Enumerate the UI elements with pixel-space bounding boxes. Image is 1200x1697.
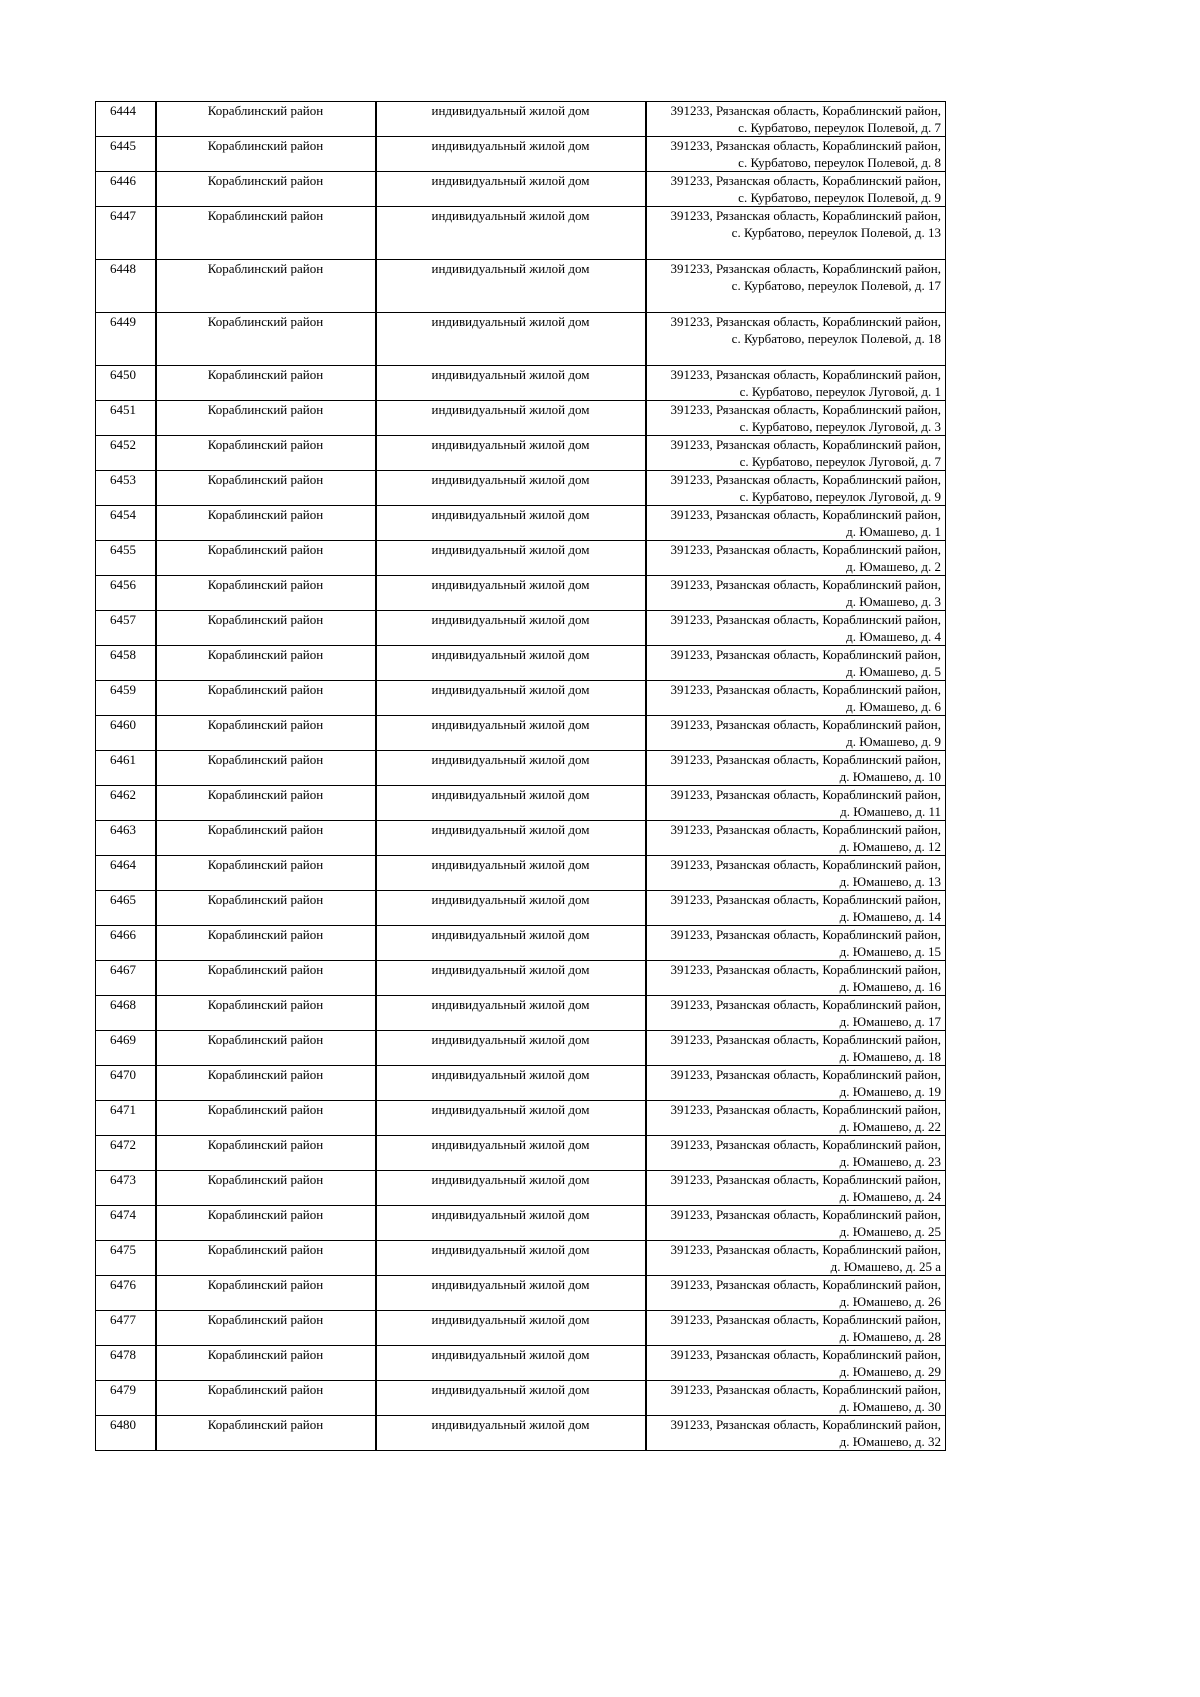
district-cell: Кораблинский район (156, 506, 376, 541)
object-type-cell: индивидуальный жилой дом (376, 1381, 646, 1416)
address-line-1: 391233, Рязанская область, Кораблинский район, (670, 927, 941, 942)
object-type-cell: индивидуальный жилой дом (376, 1136, 646, 1171)
address-line-1: 391233, Рязанская область, Кораблинский район, (670, 612, 941, 627)
address-line-1: 391233, Рязанская область, Кораблинский район, (670, 1172, 941, 1187)
object-type-cell: индивидуальный жилой дом (376, 1346, 646, 1381)
object-type-cell: индивидуальный жилой дом (376, 366, 646, 401)
district-cell: Кораблинский район (156, 102, 376, 137)
address-line-1: 391233, Рязанская область, Кораблинский район, (670, 1347, 941, 1362)
table-row (96, 1206, 946, 1241)
object-type-cell: индивидуальный жилой дом (376, 172, 646, 207)
address-cell (646, 313, 946, 366)
object-type-cell: индивидуальный жилой дом (376, 1101, 646, 1136)
district-cell: Кораблинский район (156, 541, 376, 576)
table-row (96, 1171, 946, 1206)
row-number-cell: 6447 (96, 207, 156, 260)
address-line-2: с. Курбатово, переулок Луговой, д. 9 (739, 489, 941, 504)
address-cell (646, 436, 946, 471)
district-cell: Кораблинский район (156, 1276, 376, 1311)
district-cell: Кораблинский район (156, 401, 376, 436)
address-cell (646, 681, 946, 716)
address-line-2: д. Юмашево, д. 17 (839, 1014, 941, 1029)
address-line-2: д. Юмашево, д. 32 (839, 1434, 941, 1449)
address-line-1: 391233, Рязанская область, Кораблинский район, (670, 717, 941, 732)
object-type-cell: индивидуальный жилой дом (376, 313, 646, 366)
address-line-1: 391233, Рязанская область, Кораблинский район, (670, 261, 941, 276)
table-row (96, 137, 946, 172)
address-line-1: 391233, Рязанская область, Кораблинский район, (670, 682, 941, 697)
register-table (95, 101, 946, 1451)
object-type-cell: индивидуальный жилой дом (376, 1276, 646, 1311)
address-line-2: д. Юмашево, д. 19 (839, 1084, 941, 1099)
table-row (96, 1101, 946, 1136)
address-cell (646, 926, 946, 961)
object-type-cell: индивидуальный жилой дом (376, 751, 646, 786)
row-number-cell: 6450 (96, 366, 156, 401)
object-type-cell: индивидуальный жилой дом (376, 1241, 646, 1276)
table-row (96, 366, 946, 401)
address-line-2: д. Юмашево, д. 3 (846, 594, 941, 609)
table-row (96, 681, 946, 716)
row-number-cell: 6456 (96, 576, 156, 611)
address-line-1: 391233, Рязанская область, Кораблинский район, (670, 1382, 941, 1397)
row-number-cell: 6448 (96, 260, 156, 313)
address-cell (646, 856, 946, 891)
object-type-cell: индивидуальный жилой дом (376, 1206, 646, 1241)
table-row (96, 1136, 946, 1171)
object-type-cell: индивидуальный жилой дом (376, 541, 646, 576)
address-line-2: д. Юмашево, д. 11 (840, 804, 941, 819)
district-cell: Кораблинский район (156, 856, 376, 891)
row-number-cell: 6478 (96, 1346, 156, 1381)
object-type-cell: индивидуальный жилой дом (376, 611, 646, 646)
row-number-cell: 6449 (96, 313, 156, 366)
district-cell: Кораблинский район (156, 137, 376, 172)
address-line-2: д. Юмашево, д. 18 (839, 1049, 941, 1064)
address-cell (646, 1311, 946, 1346)
object-type-cell: индивидуальный жилой дом (376, 436, 646, 471)
address-line-1: 391233, Рязанская область, Кораблинский район, (670, 997, 941, 1012)
district-cell: Кораблинский район (156, 786, 376, 821)
object-type-cell: индивидуальный жилой дом (376, 137, 646, 172)
table-row (96, 172, 946, 207)
address-line-2: д. Юмашево, д. 9 (846, 734, 941, 749)
address-line-1: 391233, Рязанская область, Кораблинский район, (670, 507, 941, 522)
table-row (96, 821, 946, 856)
row-number-cell: 6460 (96, 716, 156, 751)
address-line-1: 391233, Рязанская область, Кораблинский район, (670, 173, 941, 188)
table-row (96, 102, 946, 137)
table-row (96, 646, 946, 681)
address-line-2: д. Юмашево, д. 26 (839, 1294, 941, 1309)
district-cell: Кораблинский район (156, 611, 376, 646)
address-cell (646, 541, 946, 576)
address-cell (646, 821, 946, 856)
object-type-cell: индивидуальный жилой дом (376, 1416, 646, 1451)
district-cell: Кораблинский район (156, 1101, 376, 1136)
address-cell (646, 716, 946, 751)
row-number-cell: 6465 (96, 891, 156, 926)
address-cell (646, 1101, 946, 1136)
table-row (96, 961, 946, 996)
address-line-2: д. Юмашево, д. 10 (839, 769, 941, 784)
object-type-cell: индивидуальный жилой дом (376, 996, 646, 1031)
row-number-cell: 6461 (96, 751, 156, 786)
address-cell (646, 1416, 946, 1451)
address-line-1: 391233, Рязанская область, Кораблинский район, (670, 1242, 941, 1257)
address-cell (646, 996, 946, 1031)
row-number-cell: 6452 (96, 436, 156, 471)
district-cell: Кораблинский район (156, 1346, 376, 1381)
table-row (96, 541, 946, 576)
address-line-1: 391233, Рязанская область, Кораблинский район, (670, 208, 941, 223)
object-type-cell: индивидуальный жилой дом (376, 1171, 646, 1206)
row-number-cell: 6469 (96, 1031, 156, 1066)
object-type-cell: индивидуальный жилой дом (376, 102, 646, 137)
district-cell: Кораблинский район (156, 576, 376, 611)
address-line-2: д. Юмашево, д. 30 (839, 1399, 941, 1414)
object-type-cell: индивидуальный жилой дом (376, 961, 646, 996)
address-line-2: д. Юмашево, д. 15 (839, 944, 941, 959)
table-row (96, 1416, 946, 1451)
address-cell (646, 646, 946, 681)
row-number-cell: 6467 (96, 961, 156, 996)
district-cell: Кораблинский район (156, 313, 376, 366)
address-line-2: с. Курбатово, переулок Полевой, д. 17 (731, 278, 941, 293)
row-number-cell: 6454 (96, 506, 156, 541)
object-type-cell: индивидуальный жилой дом (376, 1311, 646, 1346)
district-cell: Кораблинский район (156, 207, 376, 260)
address-cell (646, 1381, 946, 1416)
row-number-cell: 6476 (96, 1276, 156, 1311)
address-cell (646, 1346, 946, 1381)
address-line-2: д. Юмашево, д. 24 (839, 1189, 941, 1204)
row-number-cell: 6466 (96, 926, 156, 961)
address-line-1: 391233, Рязанская область, Кораблинский район, (670, 1137, 941, 1152)
address-line-1: 391233, Рязанская область, Кораблинский район, (670, 787, 941, 802)
object-type-cell: индивидуальный жилой дом (376, 576, 646, 611)
district-cell: Кораблинский район (156, 1381, 376, 1416)
object-type-cell: индивидуальный жилой дом (376, 891, 646, 926)
district-cell: Кораблинский район (156, 716, 376, 751)
address-line-1: 391233, Рязанская область, Кораблинский район, (670, 892, 941, 907)
address-line-2: с. Курбатово, переулок Полевой, д. 13 (731, 225, 941, 240)
address-cell (646, 366, 946, 401)
district-cell: Кораблинский район (156, 751, 376, 786)
address-line-2: д. Юмашево, д. 25 (839, 1224, 941, 1239)
address-line-2: с. Курбатово, переулок Луговой, д. 3 (739, 419, 941, 434)
address-cell (646, 1276, 946, 1311)
row-number-cell: 6473 (96, 1171, 156, 1206)
address-cell (646, 1136, 946, 1171)
row-number-cell: 6445 (96, 137, 156, 172)
table-row (96, 996, 946, 1031)
row-number-cell: 6477 (96, 1311, 156, 1346)
district-cell: Кораблинский район (156, 646, 376, 681)
address-line-2: с. Курбатово, переулок Полевой, д. 9 (738, 190, 941, 205)
row-number-cell: 6471 (96, 1101, 156, 1136)
address-cell (646, 471, 946, 506)
address-line-1: 391233, Рязанская область, Кораблинский район, (670, 577, 941, 592)
table-row (96, 401, 946, 436)
district-cell: Кораблинский район (156, 1206, 376, 1241)
address-line-2: д. Юмашево, д. 4 (846, 629, 941, 644)
address-line-2: д. Юмашево, д. 12 (839, 839, 941, 854)
table-row (96, 1066, 946, 1101)
district-cell: Кораблинский район (156, 961, 376, 996)
district-cell: Кораблинский район (156, 1171, 376, 1206)
address-line-2: д. Юмашево, д. 13 (839, 874, 941, 889)
district-cell: Кораблинский район (156, 1416, 376, 1451)
district-cell: Кораблинский район (156, 821, 376, 856)
district-cell: Кораблинский район (156, 681, 376, 716)
table-row (96, 260, 946, 313)
address-line-1: 391233, Рязанская область, Кораблинский район, (670, 962, 941, 977)
district-cell: Кораблинский район (156, 1031, 376, 1066)
district-cell: Кораблинский район (156, 1136, 376, 1171)
address-line-2: д. Юмашево, д. 29 (839, 1364, 941, 1379)
address-cell (646, 1171, 946, 1206)
row-number-cell: 6464 (96, 856, 156, 891)
table-row (96, 471, 946, 506)
district-cell: Кораблинский район (156, 471, 376, 506)
address-line-2: с. Курбатово, переулок Луговой, д. 1 (739, 384, 941, 399)
district-cell: Кораблинский район (156, 260, 376, 313)
table-row (96, 1276, 946, 1311)
address-cell (646, 1241, 946, 1276)
row-number-cell: 6459 (96, 681, 156, 716)
address-line-1: 391233, Рязанская область, Кораблинский район, (670, 1102, 941, 1117)
address-cell (646, 961, 946, 996)
row-number-cell: 6462 (96, 786, 156, 821)
object-type-cell: индивидуальный жилой дом (376, 926, 646, 961)
address-cell (646, 576, 946, 611)
row-number-cell: 6451 (96, 401, 156, 436)
address-cell (646, 1206, 946, 1241)
address-line-1: 391233, Рязанская область, Кораблинский район, (670, 752, 941, 767)
row-number-cell: 6479 (96, 1381, 156, 1416)
object-type-cell: индивидуальный жилой дом (376, 821, 646, 856)
address-line-1: 391233, Рязанская область, Кораблинский район, (670, 437, 941, 452)
address-line-2: д. Юмашево, д. 23 (839, 1154, 941, 1169)
address-line-1: 391233, Рязанская область, Кораблинский район, (670, 402, 941, 417)
district-cell: Кораблинский район (156, 996, 376, 1031)
object-type-cell: индивидуальный жилой дом (376, 1031, 646, 1066)
address-cell (646, 506, 946, 541)
address-cell (646, 207, 946, 260)
row-number-cell: 6468 (96, 996, 156, 1031)
address-line-1: 391233, Рязанская область, Кораблинский район, (670, 103, 941, 118)
address-line-1: 391233, Рязанская область, Кораблинский район, (670, 1312, 941, 1327)
address-line-2: д. Юмашево, д. 25 а (830, 1259, 941, 1274)
table-row (96, 926, 946, 961)
address-line-1: 391233, Рязанская область, Кораблинский район, (670, 822, 941, 837)
address-line-2: д. Юмашево, д. 1 (846, 524, 941, 539)
address-cell (646, 260, 946, 313)
table-row (96, 207, 946, 260)
table-row (96, 891, 946, 926)
row-number-cell: 6453 (96, 471, 156, 506)
address-cell (646, 611, 946, 646)
row-number-cell: 6472 (96, 1136, 156, 1171)
address-cell (646, 751, 946, 786)
object-type-cell: индивидуальный жилой дом (376, 1066, 646, 1101)
district-cell: Кораблинский район (156, 1311, 376, 1346)
table-row (96, 1381, 946, 1416)
district-cell: Кораблинский район (156, 172, 376, 207)
address-line-2: д. Юмашево, д. 2 (846, 559, 941, 574)
address-line-1: 391233, Рязанская область, Кораблинский район, (670, 472, 941, 487)
address-cell (646, 1066, 946, 1101)
object-type-cell: индивидуальный жилой дом (376, 646, 646, 681)
table-row (96, 313, 946, 366)
object-type-cell: индивидуальный жилой дом (376, 471, 646, 506)
address-cell (646, 1031, 946, 1066)
row-number-cell: 6470 (96, 1066, 156, 1101)
address-line-1: 391233, Рязанская область, Кораблинский район, (670, 1032, 941, 1047)
table-row (96, 1311, 946, 1346)
table-row (96, 751, 946, 786)
address-line-2: д. Юмашево, д. 5 (846, 664, 941, 679)
district-cell: Кораблинский район (156, 926, 376, 961)
address-line-1: 391233, Рязанская область, Кораблинский район, (670, 314, 941, 329)
address-cell (646, 102, 946, 137)
object-type-cell: индивидуальный жилой дом (376, 786, 646, 821)
object-type-cell: индивидуальный жилой дом (376, 681, 646, 716)
district-cell: Кораблинский район (156, 891, 376, 926)
address-line-1: 391233, Рязанская область, Кораблинский район, (670, 1417, 941, 1432)
district-cell: Кораблинский район (156, 436, 376, 471)
object-type-cell: индивидуальный жилой дом (376, 716, 646, 751)
address-line-2: д. Юмашево, д. 14 (839, 909, 941, 924)
row-number-cell: 6455 (96, 541, 156, 576)
table-row (96, 856, 946, 891)
object-type-cell: индивидуальный жилой дом (376, 401, 646, 436)
address-line-1: 391233, Рязанская область, Кораблинский район, (670, 857, 941, 872)
row-number-cell: 6457 (96, 611, 156, 646)
address-line-2: с. Курбатово, переулок Полевой, д. 7 (738, 120, 941, 135)
address-line-1: 391233, Рязанская область, Кораблинский район, (670, 1277, 941, 1292)
table-row (96, 436, 946, 471)
address-line-1: 391233, Рязанская область, Кораблинский район, (670, 647, 941, 662)
table-row (96, 506, 946, 541)
row-number-cell: 6463 (96, 821, 156, 856)
address-line-2: д. Юмашево, д. 6 (846, 699, 941, 714)
table-row (96, 1346, 946, 1381)
table-row (96, 1241, 946, 1276)
address-line-1: 391233, Рязанская область, Кораблинский район, (670, 542, 941, 557)
address-line-2: с. Курбатово, переулок Полевой, д. 18 (731, 331, 941, 346)
table-row (96, 716, 946, 751)
table-row (96, 1031, 946, 1066)
address-line-2: д. Юмашево, д. 22 (839, 1119, 941, 1134)
address-cell (646, 891, 946, 926)
address-cell (646, 172, 946, 207)
address-line-1: 391233, Рязанская область, Кораблинский район, (670, 1067, 941, 1082)
address-line-2: д. Юмашево, д. 28 (839, 1329, 941, 1344)
table-row (96, 576, 946, 611)
register-table-body (96, 102, 946, 1451)
object-type-cell: индивидуальный жилой дом (376, 207, 646, 260)
row-number-cell: 6480 (96, 1416, 156, 1451)
district-cell: Кораблинский район (156, 1066, 376, 1101)
object-type-cell: индивидуальный жилой дом (376, 856, 646, 891)
object-type-cell: индивидуальный жилой дом (376, 506, 646, 541)
address-cell (646, 137, 946, 172)
district-cell: Кораблинский район (156, 1241, 376, 1276)
row-number-cell: 6446 (96, 172, 156, 207)
address-cell (646, 401, 946, 436)
address-line-2: д. Юмашево, д. 16 (839, 979, 941, 994)
address-line-1: 391233, Рязанская область, Кораблинский район, (670, 367, 941, 382)
object-type-cell: индивидуальный жилой дом (376, 260, 646, 313)
address-line-1: 391233, Рязанская область, Кораблинский район, (670, 1207, 941, 1222)
table-row (96, 786, 946, 821)
address-cell (646, 786, 946, 821)
row-number-cell: 6444 (96, 102, 156, 137)
address-line-1: 391233, Рязанская область, Кораблинский район, (670, 138, 941, 153)
table-row (96, 611, 946, 646)
address-line-2: с. Курбатово, переулок Полевой, д. 8 (738, 155, 941, 170)
row-number-cell: 6458 (96, 646, 156, 681)
row-number-cell: 6474 (96, 1206, 156, 1241)
district-cell: Кораблинский район (156, 366, 376, 401)
address-line-2: с. Курбатово, переулок Луговой, д. 7 (739, 454, 941, 469)
row-number-cell: 6475 (96, 1241, 156, 1276)
